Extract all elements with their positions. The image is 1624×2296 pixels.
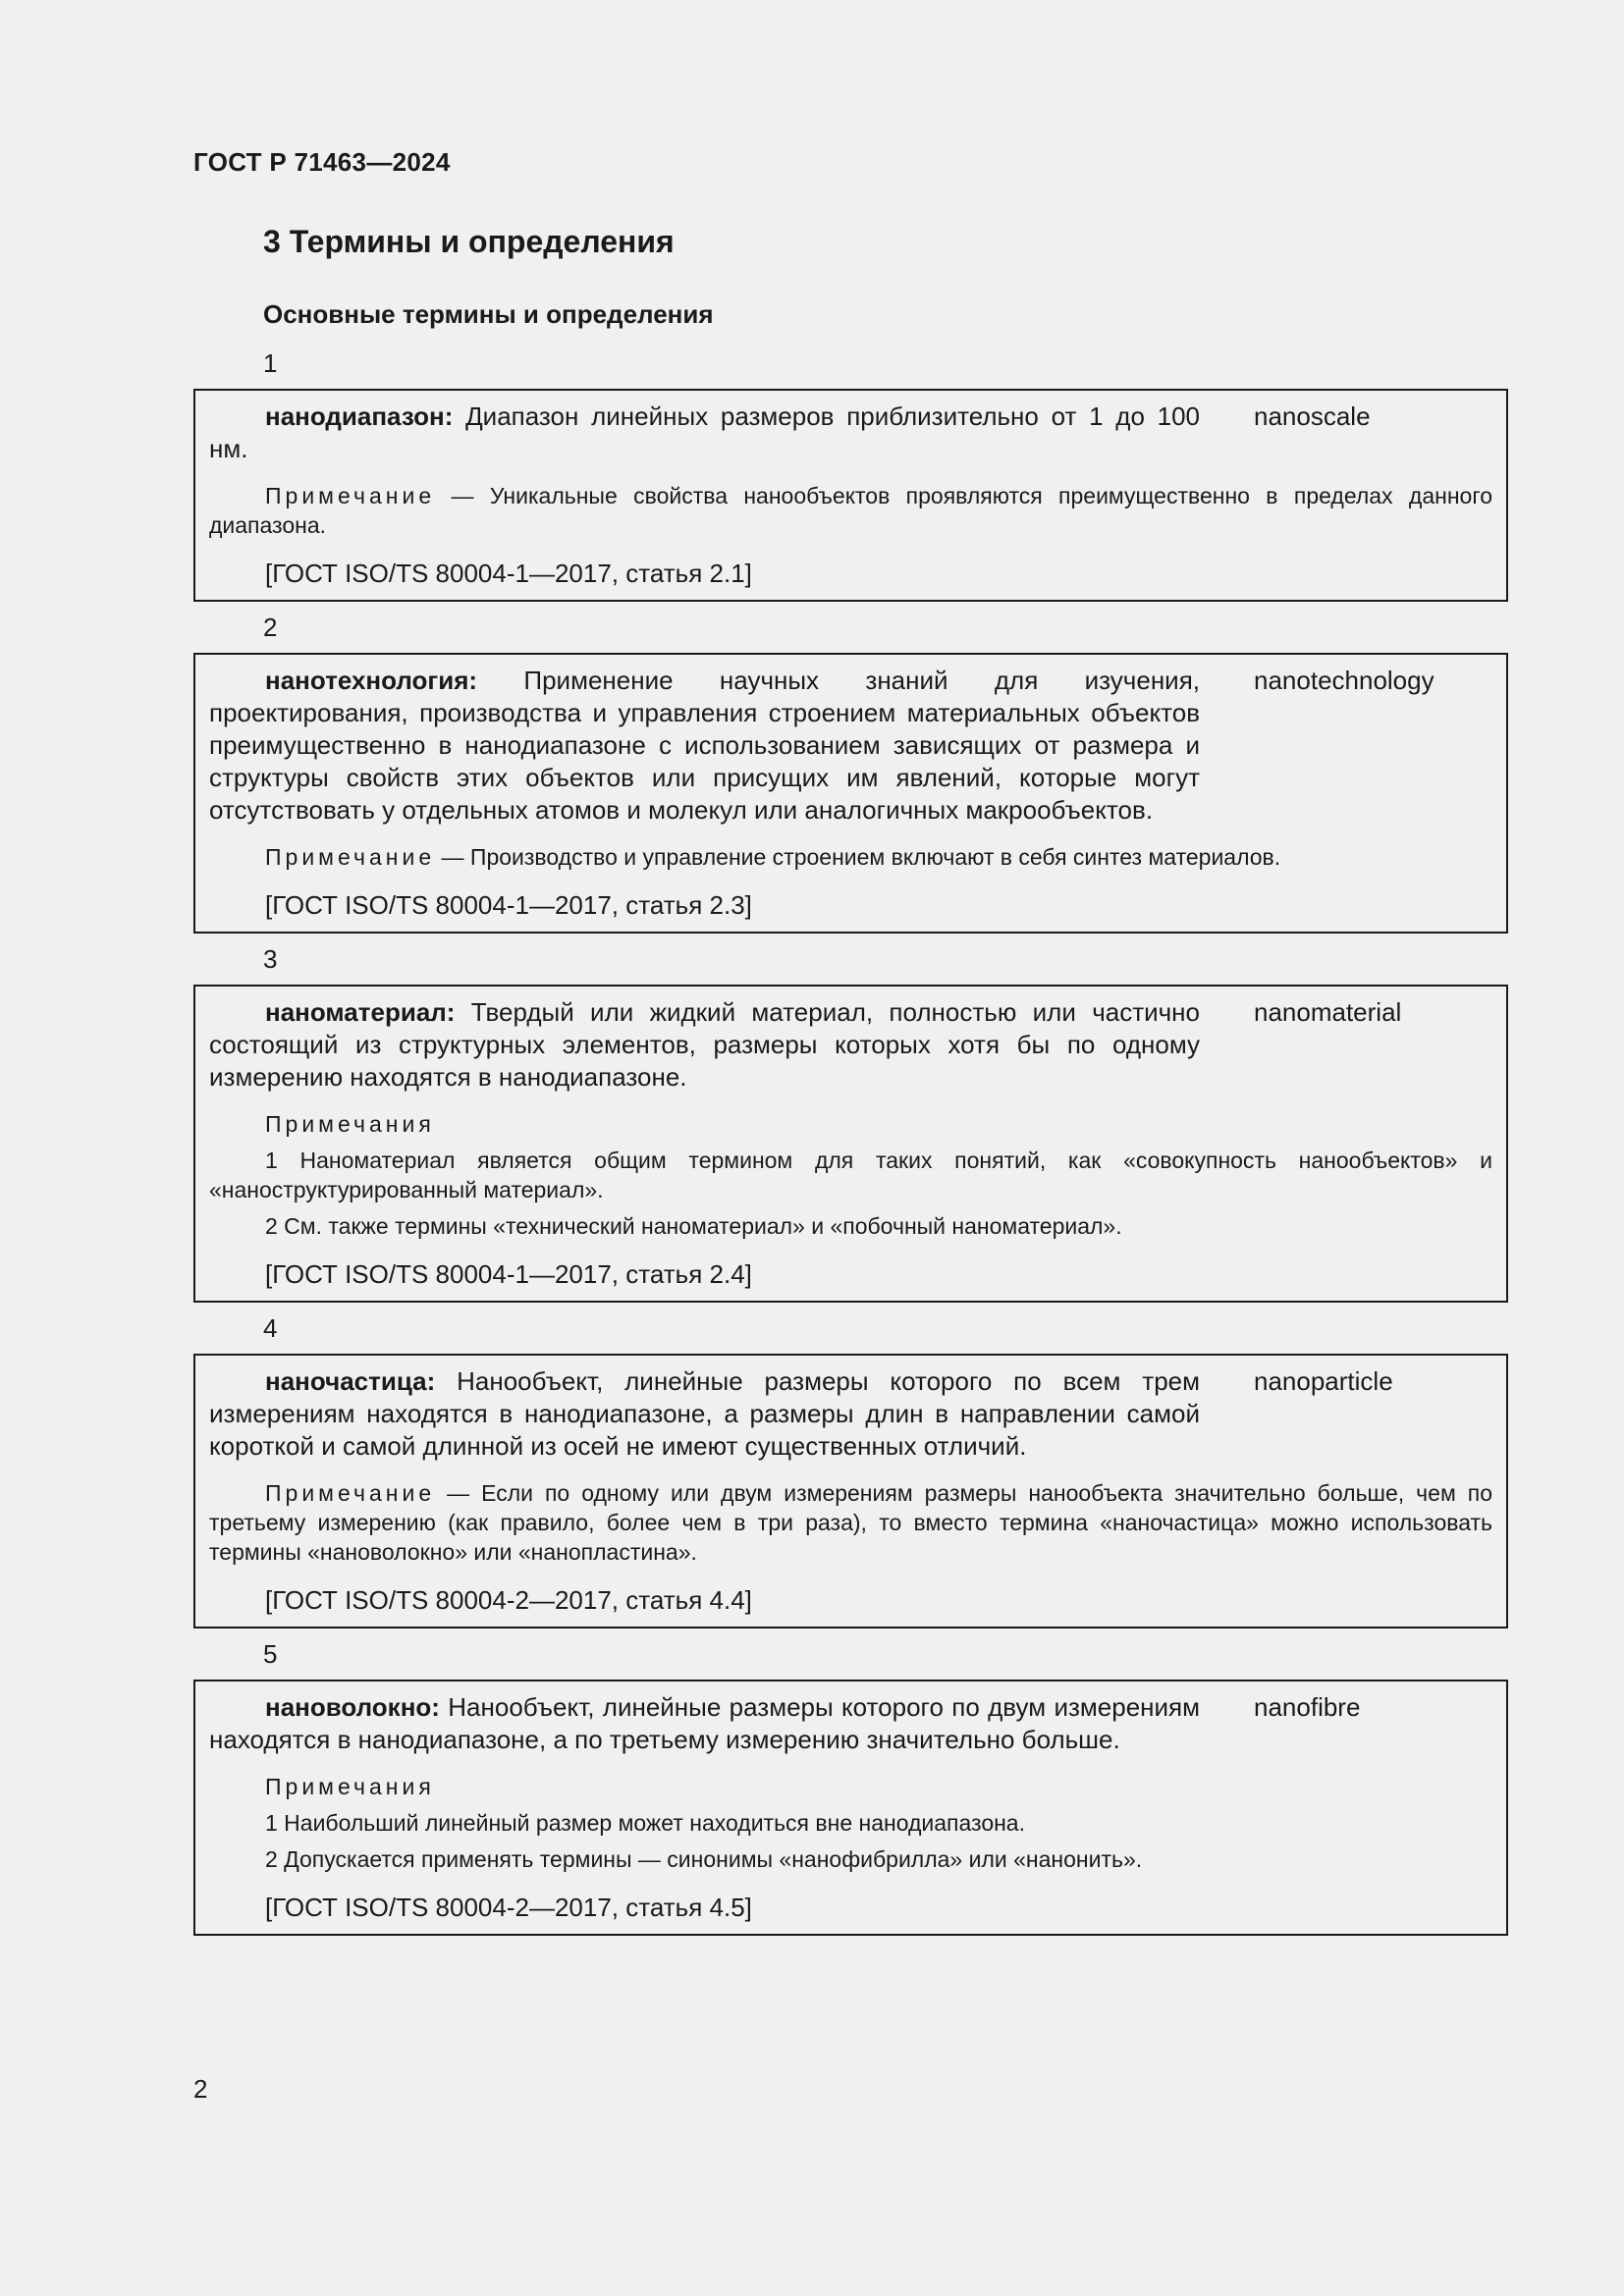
- definition: [209, 400, 1200, 465]
- note-text: — Если по одному или двум измерениям размеры нанообъекта значительно больше, чем по третьему измерению (как правило, более чем в три раза), то вместо термина «наночастица» можно использовать термины «нановолокно» или «нанопластина».: [209, 1480, 1492, 1565]
- note-text: — Производство и управление строением включают в себя синтез материалов.: [435, 844, 1281, 870]
- english-term: nanofibre: [1254, 1692, 1361, 1722]
- term: нанодиапазон:: [265, 401, 454, 431]
- source-reference: [ГОСТ ISO/TS 80004-1—2017, статья 2.1]: [265, 559, 752, 588]
- note: [209, 481, 1492, 540]
- entry-number: 1: [263, 348, 278, 378]
- note-label: Примечание: [265, 844, 436, 870]
- note-item: 2 Допускается применять термины — синонимы «нанофибрилла» или «нанонить».: [265, 1846, 1143, 1872]
- term: нанотехнология:: [265, 666, 478, 695]
- english-term: nanotechnology: [1254, 666, 1435, 695]
- note: [209, 842, 1492, 872]
- document-header: ГОСТ Р 71463—2024: [193, 147, 451, 177]
- entry-number: 2: [263, 613, 278, 642]
- term-entry: [193, 389, 1508, 602]
- note-label: Примечание: [265, 1480, 436, 1506]
- definition-row: [209, 996, 1492, 1094]
- entry-number: 5: [263, 1639, 278, 1669]
- source-reference: [ГОСТ ISO/TS 80004-2—2017, статья 4.4]: [265, 1585, 752, 1615]
- english-term: nanomaterial: [1254, 997, 1402, 1027]
- term-entry: [193, 653, 1508, 934]
- english-term: nanoparticle: [1254, 1366, 1393, 1396]
- note-item: 2 См. также термины «технический наноматериал» и «побочный наноматериал».: [265, 1213, 1122, 1239]
- terms-list: [193, 346, 1508, 1944]
- definition-text: Нанообъект, линейные размеры которого по двум измерениям находятся в нанодиапазоне, а по третьему измерению значительно больше.: [209, 1692, 1200, 1754]
- note-label: Примечание: [265, 483, 436, 508]
- definition-row: [209, 665, 1492, 827]
- term: наноматериал:: [265, 997, 456, 1027]
- definition-text: Нанообъект, линейные размеры которого по всем трем измерениям находятся в нанодиапазоне, а размеры длин в направлении самой короткой и самой длинной из осей не имеют существенных отличий.: [209, 1366, 1200, 1461]
- term-entry: [193, 985, 1508, 1303]
- source-reference: [ГОСТ ISO/TS 80004-1—2017, статья 2.4]: [265, 1259, 752, 1289]
- definition: [209, 996, 1200, 1094]
- note-text: — Уникальные свойства нанообъектов проявляются преимущественно в пределах данного диапазона.: [209, 483, 1492, 538]
- definition-row: [209, 1365, 1492, 1463]
- note: [209, 1478, 1492, 1567]
- english-term: nanoscale: [1254, 401, 1371, 431]
- definition-row: [209, 1691, 1492, 1756]
- note-item: 1 Наноматериал является общим термином для таких понятий, как «совокупность нанообъектов» и «наноструктурированный материал».: [209, 1148, 1492, 1202]
- definition: [209, 665, 1200, 827]
- definition-row: [209, 400, 1492, 465]
- entry-number: 3: [263, 944, 278, 974]
- definition-text: Твердый или жидкий материал, полностью или частично состоящий из структурных элементов, размеры которых хотя бы по одному измерению находятся в нанодиапазоне.: [209, 997, 1200, 1092]
- source-reference: [ГОСТ ISO/TS 80004-2—2017, статья 4.5]: [265, 1893, 752, 1922]
- page-number: 2: [193, 2074, 208, 2104]
- definition-text: Применение научных знаний для изучения, проектирования, производства и управления строением материальных объектов преимущественно в нанодиапазоне с использованием зависящих от размера и структуры свойств этих объектов или присущих им явлений, которые могут отсутствовать у отдельных атомов и молекул или аналогичных макрообъектов.: [209, 666, 1200, 825]
- term: наночастица:: [265, 1366, 436, 1396]
- notes-label: Примечания: [265, 1111, 435, 1137]
- entry-number: 4: [263, 1313, 278, 1343]
- term-entry: [193, 1680, 1508, 1936]
- section-title: 3 Термины и определения: [263, 224, 675, 259]
- definition-text: Диапазон линейных размеров приблизительно от 1 до 100 нм.: [209, 401, 1200, 463]
- definition: [209, 1365, 1200, 1463]
- definition: [209, 1691, 1200, 1756]
- term-entry: [193, 1354, 1508, 1629]
- term: нановолокно:: [265, 1692, 440, 1722]
- subsection-title: Основные термины и определения: [263, 299, 714, 329]
- source-reference: [ГОСТ ISO/TS 80004-1—2017, статья 2.3]: [265, 890, 752, 920]
- notes-label: Примечания: [265, 1774, 435, 1799]
- note-item: 1 Наибольший линейный размер может находиться вне нанодиапазона.: [265, 1810, 1025, 1836]
